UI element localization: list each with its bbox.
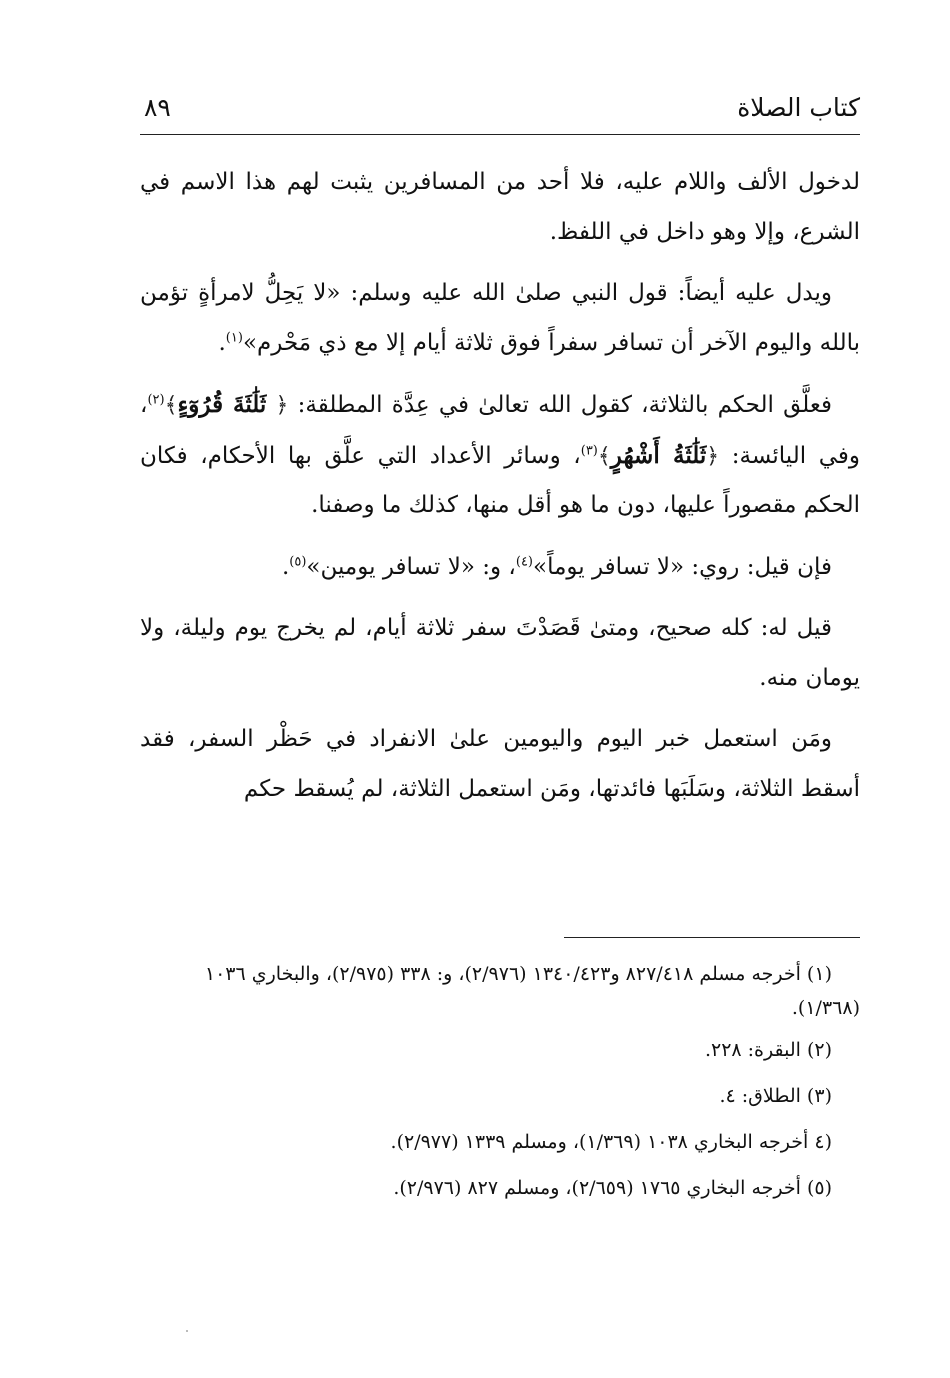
hadith-quote: ويدل عليه أيضاً: قول النبي صلىٰ الله عليه وسلم: «لا يَحِلُّ لامرأةٍ تؤمن بالله واليوم الآخر أن تسافر سفراً فوق ثلاثة أيام إلا مع ذي مَحْرم» <box>140 280 860 356</box>
footnote-4: (٤ أخرجه البخاري ١٠٣٨ (١/٣٦٩)، ومسلم ١٣٣٩ (٢/٩٧٧). <box>390 1131 832 1153</box>
paragraph-2-end: . <box>218 329 226 356</box>
main-text <box>140 158 860 826</box>
page-header <box>140 90 860 134</box>
scan-speck <box>186 1330 188 1332</box>
paragraph-3-text-b: ، وفي اليائسة: <box>140 392 860 469</box>
footnote-5: (٥) أخرجه البخاري ١٧٦٥ (٢/٦٥٩)، ومسلم ٨٢٧ (٢/٩٧٦). <box>393 1177 832 1199</box>
paragraph-3-text-c: ، وسائر الأعداد التي علَّق بها الأحكام، فكان الحكم مقصوراً عليها، دون ما هو أقل منها، كذلك ما وصفنا. <box>140 442 860 518</box>
footnotes <box>140 957 860 1217</box>
paragraph-5-text: قيل له: كله صحيح، ومتىٰ قَصَدْتَ سفر ثلاثة أيام، لم يخرج يوم وليلة، ولا يومان منه. <box>140 615 860 691</box>
paragraph-4 <box>140 543 860 593</box>
paragraph-4-end: . <box>281 553 290 580</box>
quran-quote-1: ثَلَٰثَةَ قُرُوٓءٍ <box>177 391 267 418</box>
quran-open-bracket: ﴿ <box>275 393 289 418</box>
paragraph-5 <box>140 604 860 703</box>
paragraph-4-text-a: فإن قيل: روي: «لا تسافر يوماً» <box>533 553 832 580</box>
header-divider <box>140 134 860 135</box>
paragraph-4-text-b: ، و: «لا تسافر يومين» <box>306 553 516 580</box>
footnote-3: (٣) الطلاق: ٤. <box>719 1085 832 1107</box>
footnote-ref-3[interactable]: (٣) <box>580 442 598 458</box>
paragraph-3 <box>140 380 860 531</box>
quran-quote-2: ثَلَٰثَةُ أَشْهُرٍ <box>610 441 707 469</box>
footnote-divider <box>564 937 860 938</box>
paragraph-1-text: لدخول الألف واللام عليه، فلا أحد من المسافرين يثبت لهم هذا الاسم في الشرع، وإلا وهو داخل في اللفظ. <box>140 169 860 245</box>
quran-open-bracket: ﴿ <box>706 443 720 469</box>
paragraph-1 <box>140 158 860 257</box>
paragraph-6 <box>140 715 860 814</box>
quran-close-bracket: ﴾ <box>597 443 611 469</box>
paragraph-3-text-a: فعلَّق الحكم بالثلاثة، كقول الله تعالىٰ في عِدَّة المطلقة: <box>288 392 832 418</box>
footnote-1: (١) أخرجه مسلم ٨٢٧/٤١٨ و١٣٤٠/٤٢٣ (٢/٩٧٦)، و: ٣٣٨ (٢/٩٧٥)، والبخاري ١٠٣٦ (١/٣٦٨). <box>204 963 860 1019</box>
footnote-ref-4[interactable]: (٤) <box>515 553 533 569</box>
footnote-ref-1[interactable]: (١) <box>225 329 243 345</box>
paragraph-2 <box>140 269 860 368</box>
footnote-ref-5[interactable]: (٥) <box>289 553 307 569</box>
footnote-ref-2[interactable]: (٢) <box>147 392 165 408</box>
footnote-2: (٢) البقرة: ٢٢٨. <box>704 1039 832 1061</box>
running-title: كتاب الصلاة <box>737 93 860 122</box>
quran-close-bracket: ﴾ <box>164 393 178 418</box>
page-number: ٨٩ <box>144 93 171 122</box>
paragraph-6-text: ومَن استعمل خبر اليوم واليومين علىٰ الانفراد في حَظْر السفر، فقد أسقط الثلاثة، وسَلَبَها فائدتها، ومَن استعمل الثلاثة، لم يُسقط حكم <box>140 726 860 802</box>
